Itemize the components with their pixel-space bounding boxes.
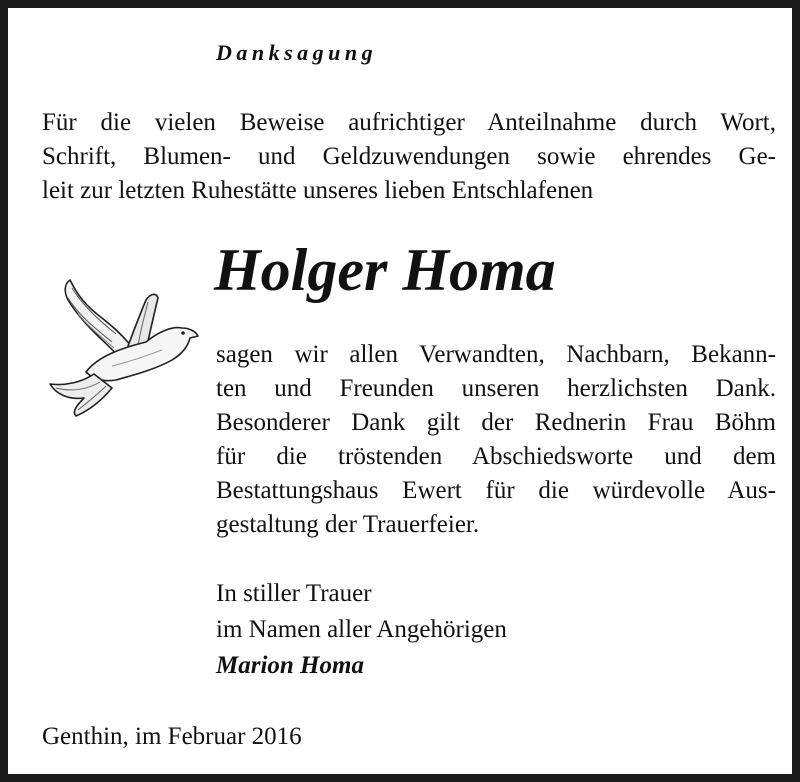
intro-line: leit zur letzten Ruhestätte unseres lieben Entschlafenen (42, 177, 594, 204)
closing-line-2: im Namen aller Angehörigen (216, 616, 507, 643)
body-line: für die tröstenden Abschiedsworte und dem (216, 443, 776, 470)
body-line: ten und Freunden unseren herzlichsten Dank. (216, 375, 776, 402)
heading: Danksagung (216, 40, 378, 65)
body-line: sagen wir allen Verwandten, Nachbarn, Bekann- (216, 341, 776, 368)
place-date: Genthin, im Februar 2016 (42, 723, 302, 750)
intro-line: Schrift, Blumen- und Geldzuwendungen sowie ehrendes Ge- (42, 143, 776, 170)
dove-icon (42, 270, 202, 420)
body-line: Besonderer Dank gilt der Rednerin Frau Böhm (216, 409, 776, 436)
signer-name: Marion Homa (216, 652, 364, 679)
body-text (216, 338, 776, 542)
intro-line: Für die vielen Beweise aufrichtiger Anteilnahme durch Wort, (42, 109, 776, 136)
body-line: gestaltung der Trauerfeier. (216, 511, 480, 538)
closing-block (216, 576, 507, 684)
body-line: Bestattungshaus Ewert für die würdevolle Aus- (216, 477, 776, 504)
deceased-name: Holger Homa (214, 237, 556, 303)
intro-text (42, 106, 776, 208)
closing-line-1: In stiller Trauer (216, 580, 372, 607)
